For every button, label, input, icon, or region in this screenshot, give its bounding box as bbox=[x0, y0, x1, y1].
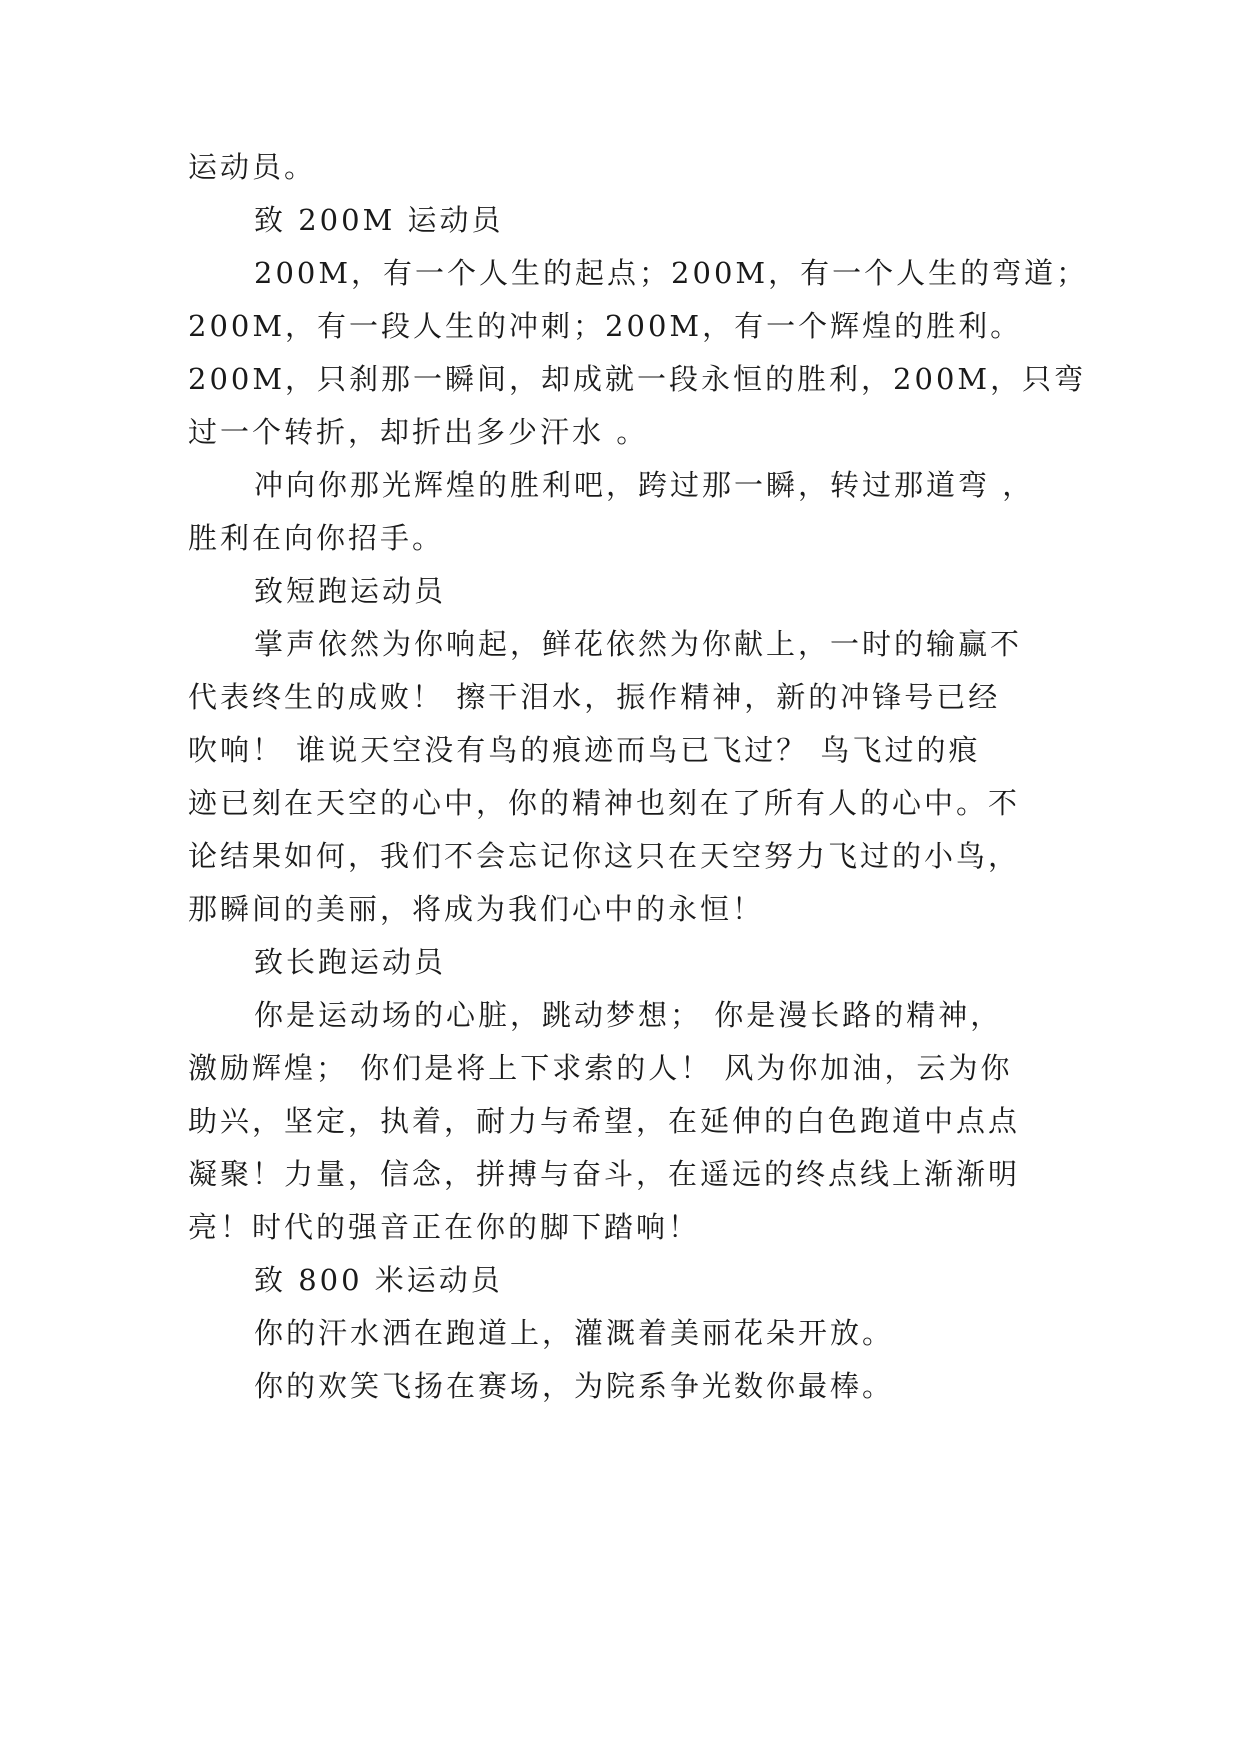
text-line: 掌声依然为你响起，鲜花依然为你献上，一时的输赢不 bbox=[254, 627, 1023, 661]
text-line: 运动员。 bbox=[188, 150, 317, 184]
text-line: 代表终生的成败！ 擦干泪水，振作精神，新的冲锋号已经 bbox=[188, 680, 1001, 714]
text-line: 过一个转折，却折出多少汗水 。 bbox=[188, 415, 649, 449]
text-line: 冲向你那光辉煌的胜利吧，跨过那一瞬，转过那道弯 ， bbox=[254, 468, 1035, 502]
text-line: 你的汗水洒在跑道上，灌溉着美丽花朵开放。 bbox=[254, 1316, 895, 1350]
text-line: 论结果如何，我们不会忘记你这只在天空努力飞过的小鸟， bbox=[188, 839, 1021, 873]
text-line: 吹响！ 谁说天空没有鸟的痕迹而鸟已飞过？ 鸟飞过的痕 bbox=[188, 733, 981, 767]
text-line: 200M，只刹那一瞬间，却成就一段永恒的胜利，200M，只弯 bbox=[188, 362, 1087, 396]
text-line: 助兴，坚定，执着，耐力与希望，在延伸的白色跑道中点点 bbox=[188, 1104, 1021, 1138]
text-line: 200M，有一个人生的起点；200M，有一个人生的弯道； bbox=[254, 256, 1089, 290]
text-line: 200M，有一段人生的冲刺；200M，有一个辉煌的胜利。 bbox=[188, 309, 1023, 343]
text-line: 亮！时代的强音正在你的脚下踏响！ bbox=[188, 1210, 701, 1244]
section-heading-sprint: 致短跑运动员 bbox=[254, 574, 447, 608]
section-heading-long-distance: 致长跑运动员 bbox=[254, 945, 447, 979]
text-line: 你是运动场的心脏，跳动梦想； 你是漫长路的精神， bbox=[254, 998, 1003, 1032]
section-heading-800m: 致 800 米运动员 bbox=[254, 1263, 503, 1297]
text-line: 激励辉煌； 你们是将上下求索的人！ 风为你加油，云为你 bbox=[188, 1051, 1013, 1085]
text-line: 那瞬间的美丽，将成为我们心中的永恒！ bbox=[188, 892, 765, 926]
text-line: 胜利在向你招手。 bbox=[188, 521, 445, 555]
text-line: 你的欢笑飞扬在赛场，为院系争光数你最棒。 bbox=[254, 1369, 895, 1403]
section-heading-200m: 致 200M 运动员 bbox=[254, 203, 504, 237]
text-line: 凝聚！力量，信念，拼搏与奋斗，在遥远的终点线上渐渐明 bbox=[188, 1157, 1021, 1191]
text-line: 迹已刻在天空的心中，你的精神也刻在了所有人的心中。不 bbox=[188, 786, 1021, 820]
